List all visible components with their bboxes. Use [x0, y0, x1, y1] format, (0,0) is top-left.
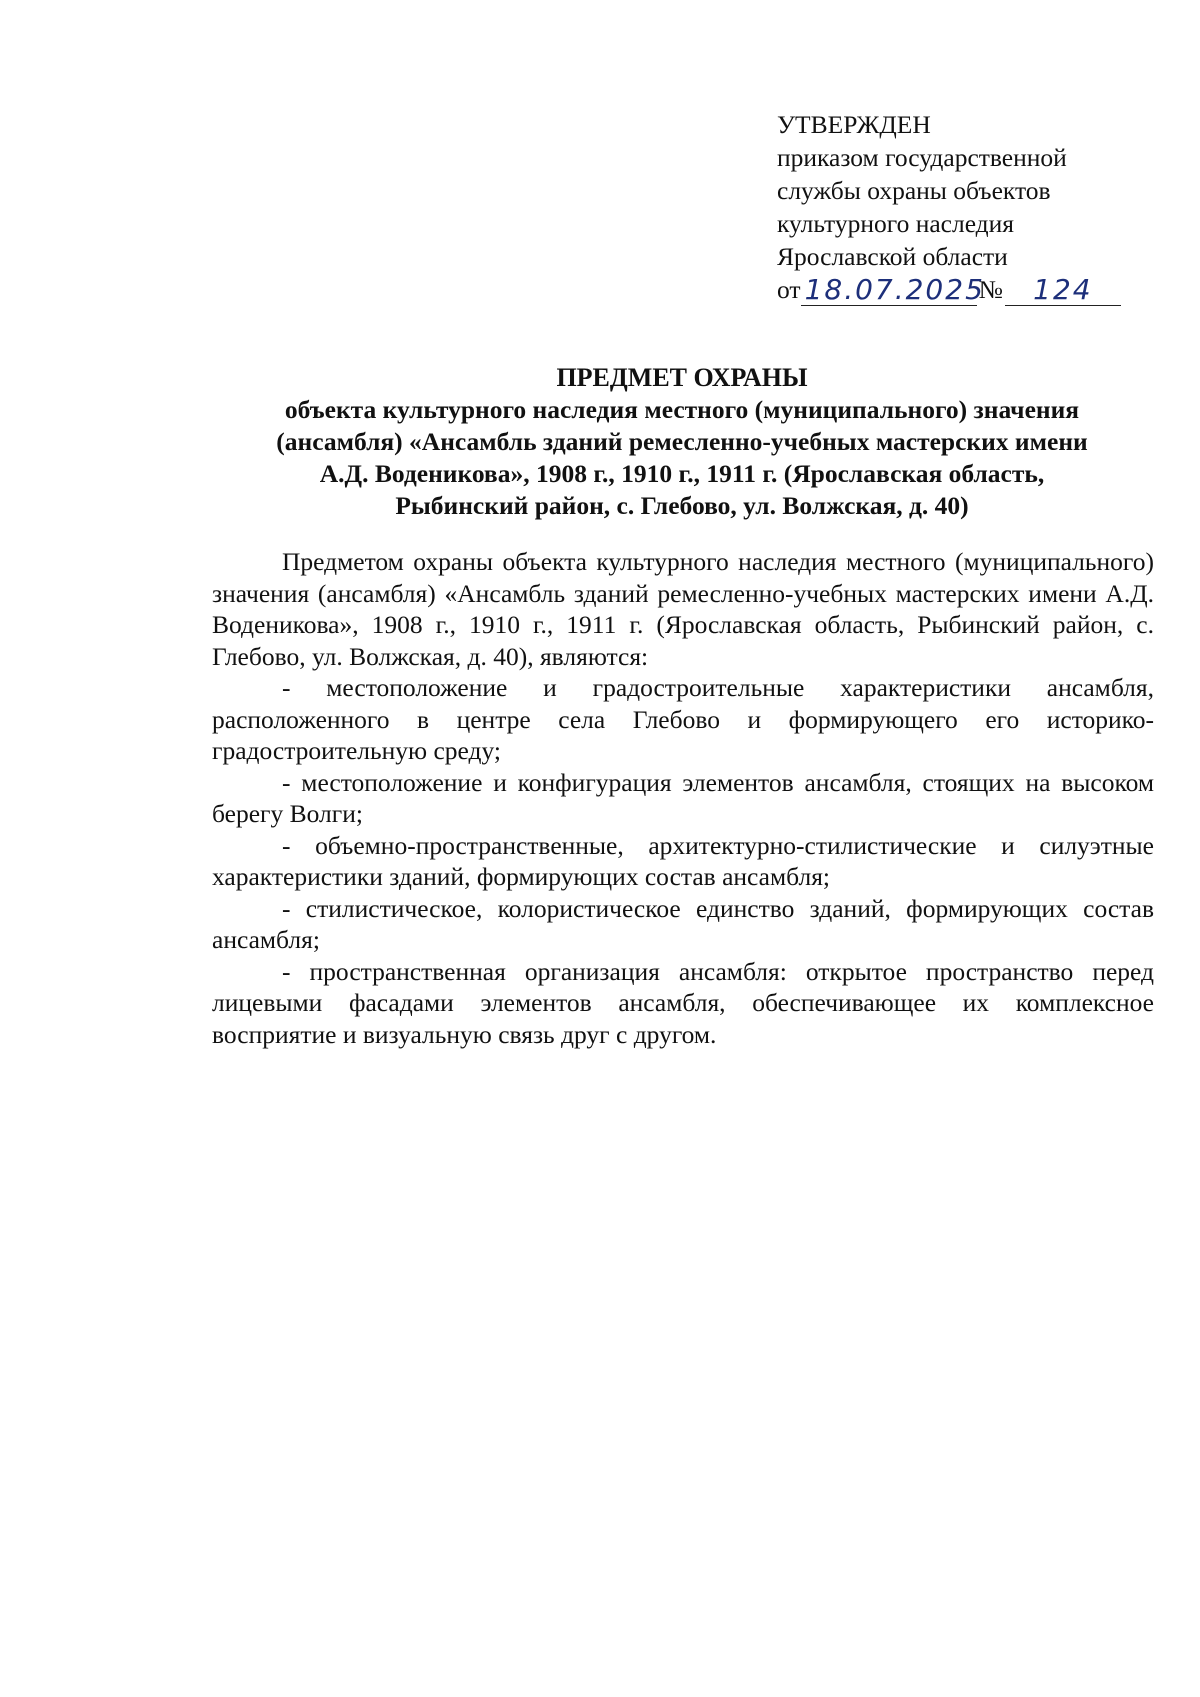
title-line: (ансамбля) «Ансамбль зданий ремесленно-учебных мастерских имени — [276, 427, 1088, 456]
document-body — [212, 546, 1154, 1050]
approval-line: культурного наследия — [777, 209, 1015, 238]
from-label: от — [777, 275, 801, 304]
list-item: - местоположение и градостроительные характеристики ансамбля, расположенного в центре села Глебово и формирующего его историко-градостроительную среду; — [212, 673, 1154, 765]
handwritten-order-number: 124 — [1005, 275, 1121, 306]
list-item: - объемно-пространственные, архитектурно-стилистические и силуэтные характеристики зданий, формирующих состав ансамбля; — [212, 830, 1154, 891]
number-sign: № — [978, 275, 1003, 304]
approval-line: службы охраны объектов — [777, 176, 1051, 205]
title-line: объекта культурного наследия местного (муниципального) значения — [284, 395, 1080, 424]
title-line: Рыбинский район, с. Глебово, ул. Волжская, д. 40) — [395, 491, 969, 520]
document-title — [212, 362, 1152, 522]
approval-line: Ярославской области — [777, 242, 1008, 271]
order-date-number-line — [777, 273, 1137, 306]
title-main: ПРЕДМЕТ ОХРАНЫ — [556, 363, 808, 392]
intro-paragraph: Предметом охраны объекта культурного наследия местного (муниципального) значения (ансамбля) «Ансамбль зданий ремесленно-учебных мастерских имени А.Д. Воденикова», 1908 г., 1910 г., 1911 г. (Ярославская область, Рыбинский район, с. Глебово, ул. Волжская, д. 40), являются: — [212, 547, 1154, 671]
list-item: - стилистическое, колористическое единство зданий, формирующих состав ансамбля; — [212, 893, 1154, 954]
approval-stamp-block — [777, 108, 1137, 306]
approval-heading: УТВЕРЖДЕН — [777, 110, 931, 139]
list-item: - местоположение и конфигурация элементов ансамбля, стоящих на высоком берегу Волги; — [212, 767, 1154, 828]
list-item: - пространственная организация ансамбля: открытое пространство перед лицевыми фасадами элементов ансамбля, обеспечивающее их комплексное восприятие и визуальную связь друг с другом. — [212, 956, 1154, 1049]
title-line: А.Д. Воденикова», 1908 г., 1910 г., 1911 г. (Ярославская область, — [319, 459, 1045, 488]
approval-line: приказом государственной — [777, 143, 1067, 172]
handwritten-order-date: 18.07.2025 — [801, 275, 977, 306]
